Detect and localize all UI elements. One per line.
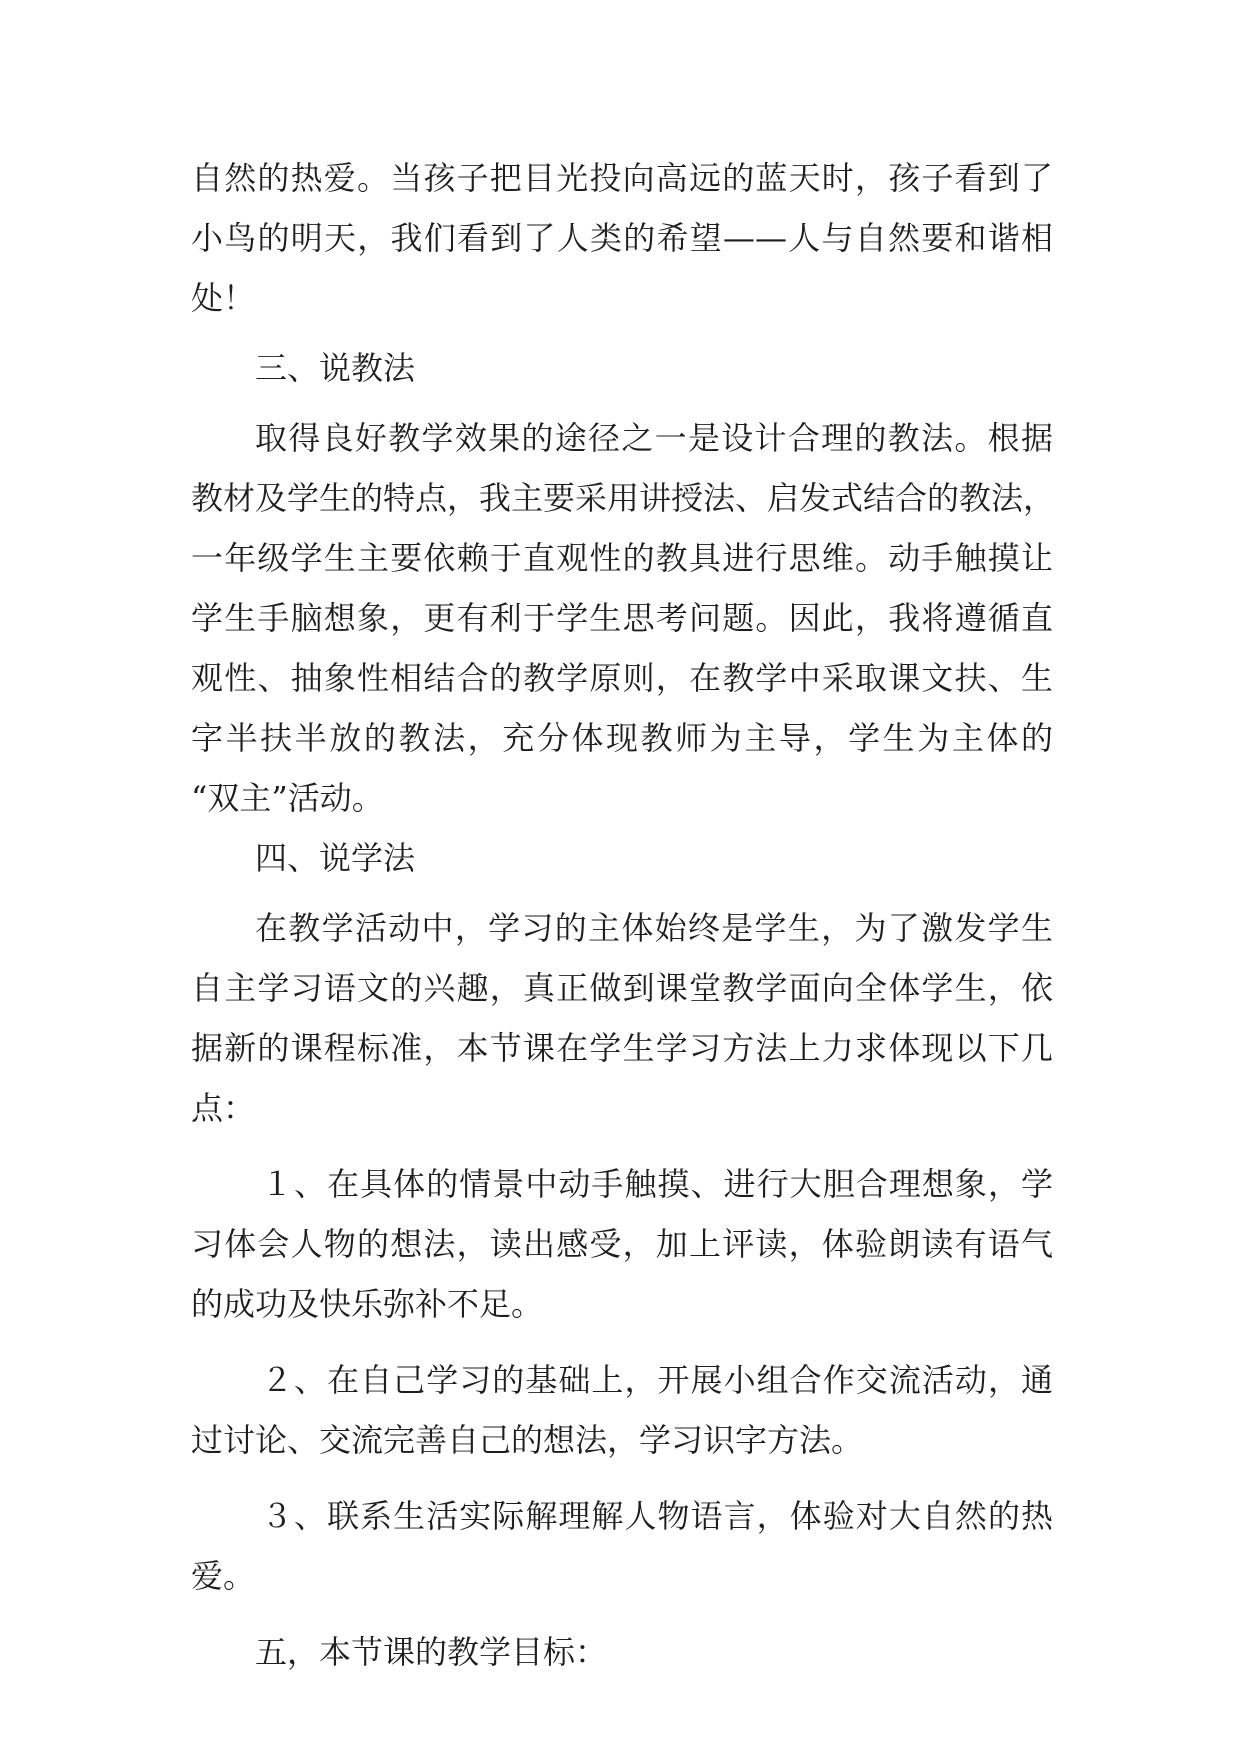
text-line: 处！ (191, 279, 256, 317)
text-line: 在教学活动中，学习的主体始终是学生，为了激发学生 (255, 909, 1053, 947)
list-item (191, 1350, 1053, 1470)
text-line: 字半扶半放的教法，充分体现教师为主导，学生为主体的 (191, 719, 1053, 757)
text-line: 观性、抽象性相结合的教学原则，在教学中采取课文扶、生 (191, 659, 1053, 697)
text-line: 教材及学生的特点，我主要采用讲授法、启发式结合的教法， (191, 479, 1056, 517)
section-heading-learning-method: 四、说学法 (255, 839, 416, 877)
text-line: １、在具体的情景中动手触摸、进行大胆合理想象，学 (261, 1165, 1053, 1203)
text-line: 自然的热爱。当孩子把目光投向高远的蓝天时，孩子看到了 (191, 159, 1053, 197)
section-heading-teaching-method: 三、说教法 (255, 349, 416, 387)
paragraph-learning-method (191, 898, 1053, 1138)
text-line: 学生手脑想象，更有利于学生思考问题。因此，我将遵循直 (191, 599, 1053, 637)
list-item (191, 1154, 1053, 1334)
text-line: 爱。 (191, 1557, 256, 1595)
paragraph-continuation (191, 148, 1053, 328)
text-line: 取得良好教学效果的途径之一是设计合理的教法。根据 (255, 419, 1053, 457)
text-line: 点： (191, 1089, 256, 1127)
text-line: 自主学习语文的兴趣，真正做到课堂教学面向全体学生，依 (191, 969, 1053, 1007)
text-line: 过讨论、交流完善自己的想法，学习识字方法。 (191, 1421, 864, 1459)
text-line: 一年级学生主要依赖于直观性的教具进行思维。动手触摸让 (191, 539, 1053, 577)
text-line: ３、联系生活实际解理解人物语言，体验对大自然的热 (261, 1497, 1053, 1535)
text-line: “双主”活动。 (191, 779, 384, 817)
text-line: ２、在自己学习的基础上，开展小组合作交流活动，通 (261, 1361, 1053, 1399)
paragraph-teaching-method (191, 408, 1056, 828)
document-page (191, 148, 1056, 1682)
text-line: 习体会人物的想法，读出感受，加上评读，体验朗读有语气 (191, 1225, 1053, 1263)
list-item (191, 1486, 1053, 1606)
text-line: 的成功及快乐弥补不足。 (191, 1285, 544, 1323)
section-heading-teaching-goals: 五，本节课的教学目标： (255, 1633, 608, 1671)
text-line: 据新的课程标准，本节课在学生学习方法上力求体现以下几 (191, 1029, 1053, 1067)
text-line: 小鸟的明天，我们看到了人类的希望——人与自然要和谐相 (191, 219, 1053, 257)
